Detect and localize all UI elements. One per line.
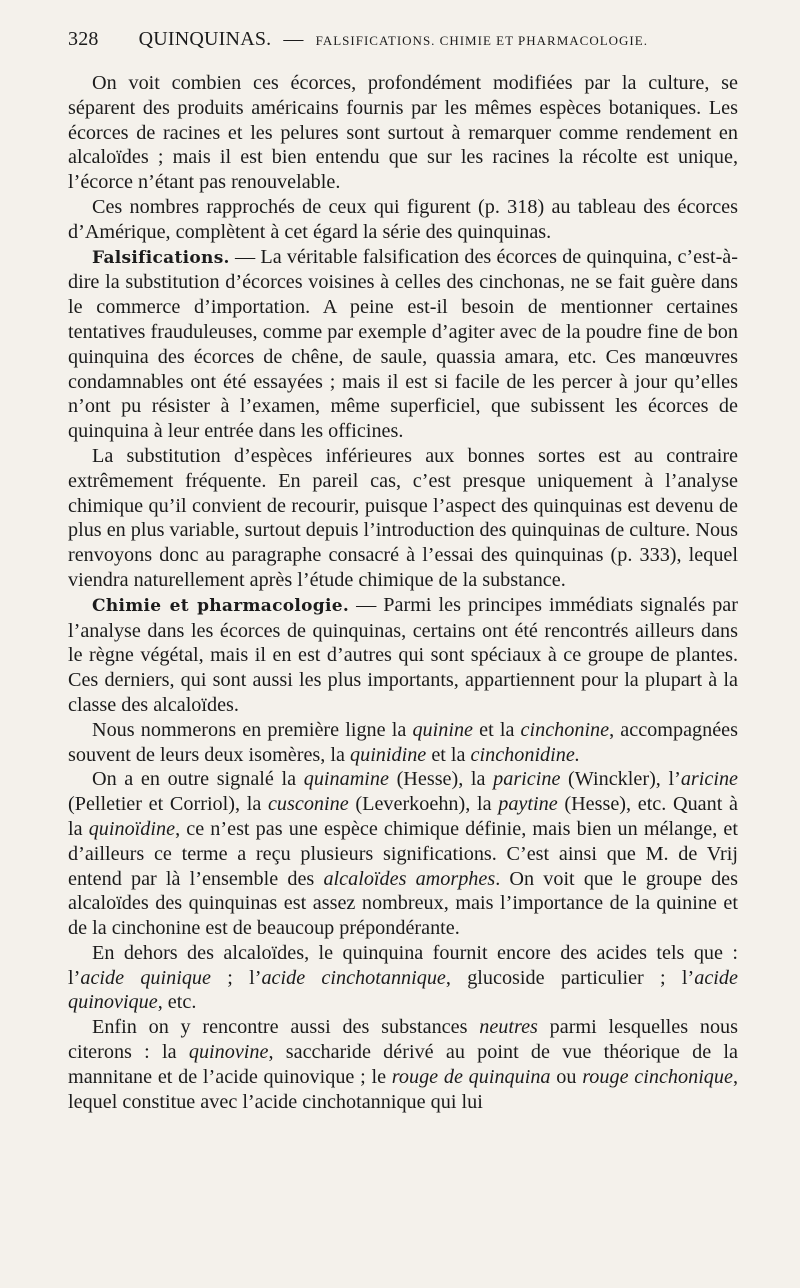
italic-term: quinamine — [303, 768, 389, 791]
italic-term: aricine — [680, 768, 738, 791]
text-run: et la — [473, 718, 521, 741]
italic-term: alcaloïdes amorphes — [323, 867, 496, 890]
paragraph-p1 — [68, 71, 738, 195]
paragraph-p8 — [68, 941, 738, 1015]
italic-term: cinchonidine. — [470, 743, 580, 766]
text-run: (Hesse), la — [388, 768, 494, 791]
running-subtitle: FALSIFICATIONS. CHIMIE ET PHARMACOLOGIE. — [315, 33, 648, 48]
text-run: Nous nommerons en première ligne la — [92, 718, 413, 741]
running-header — [68, 28, 738, 51]
section-heading: Falsifications. — [92, 247, 230, 268]
italic-term: paytine — [498, 793, 558, 816]
italic-term: neutres — [479, 1016, 538, 1039]
text-run: En dehors des alcaloïdes, le quinquina fournit encore des acides tels que : l’ — [68, 941, 738, 989]
text-run: (Hesse), etc. Quant à la — [68, 793, 738, 840]
italic-term: quinovine — [188, 1041, 269, 1064]
paragraph-p5 — [68, 593, 738, 718]
italic-term: rouge cinchonique — [582, 1065, 733, 1088]
body-text — [68, 71, 738, 1114]
italic-term: quinoïdine — [88, 817, 176, 840]
italic-term: quinidine — [350, 743, 427, 766]
text-run: , accompagnées souvent de leurs deux isomères, la — [68, 718, 738, 766]
text-run: parmi lesquelles nous citerons : la — [68, 1016, 738, 1064]
italic-term: paricine — [493, 768, 561, 791]
text-run: La substitution d’espèces inférieures aux bonnes sortes est au contraire extrêmement fréquente. En pareil cas, c’est presque uniquement à l’analyse chimique qu’il convient de recourir, puisque l’aspect des quinquinas est devenu de plus en plus variable, surtout depuis l’introduction des quinquinas de culture. Nous renvoyons donc au paragraphe consacré à l’essai des quinquinas (p. 333), lequel viendra naturellement après l’étude chimique de la substance. — [68, 444, 739, 591]
paragraph-p3 — [68, 245, 738, 444]
italic-term: acide quinique — [80, 966, 211, 989]
header-dash: — — [283, 28, 304, 50]
text-run: ; l’ — [210, 966, 262, 989]
paragraph-p2 — [68, 195, 738, 245]
paragraph-p7 — [68, 767, 738, 941]
paragraph-p4 — [68, 444, 738, 593]
text-run: Enfin on y rencontre aussi des substances — [92, 1016, 480, 1039]
text-run: (Winckler), l’ — [560, 768, 681, 791]
text-run: , etc. — [157, 991, 197, 1014]
text-run: (Pelletier et Corriol), la — [68, 793, 268, 816]
text-run: , ce n’est pas une espèce chimique définie, mais bien un mélange, et d’ailleurs ce terme a reçu plusieurs significations. C’est ainsi que M. de Vrij entend par là l’ensemble des — [68, 817, 738, 890]
text-run: , lequel constitue avec l’acide cinchotannique qui lui — [68, 1065, 738, 1113]
running-title: QUINQUINAS. — [138, 28, 272, 50]
page-number: 328 — [68, 28, 99, 50]
italic-term: acide quinovique — [68, 966, 738, 1014]
italic-term: quinine — [412, 718, 474, 741]
paragraph-p6 — [68, 718, 738, 768]
italic-term: cinchonine — [520, 718, 610, 741]
paragraph-p9 — [68, 1015, 738, 1114]
text-run: , glucoside particulier ; l’ — [445, 966, 695, 989]
section-heading: Chimie et pharmacologie. — [92, 595, 350, 616]
text-run: (Leverkoehn), la — [348, 793, 499, 816]
text-run: ou — [550, 1065, 583, 1088]
text-run: — Parmi les principes immédiats signalés par l’analyse dans les écorces de quinquinas, certains ont été rencontrés ailleurs dans le règne végétal, mais il en est d’autres qui sont spéciaux à ce groupe de plantes. Ces derniers, qui sont aussi les plus importants, appartiennent pour la plupart à la classe des alcaloïdes. — [68, 593, 738, 716]
text-run: et la — [426, 743, 471, 766]
italic-term: acide cinchotannique — [261, 966, 446, 989]
text-run: . On voit que le groupe des alcaloïdes des quinquinas est assez nombreux, mais l’importance de la quinine et de la cinchonine est de beaucoup prépondérante. — [68, 867, 738, 940]
text-run: On a en outre signalé la — [92, 768, 304, 791]
italic-term: rouge de quinquina — [391, 1065, 551, 1088]
text-run: , saccharide dérivé au point de vue théorique de la mannitane et de l’acide quinovique ; le — [68, 1041, 738, 1088]
italic-term: cusconine — [267, 793, 349, 816]
text-run: Ces nombres rapprochés de ceux qui figurent (p. 318) au tableau des écorces d’Amérique, complètent à cet égard la série des quinquinas. — [68, 195, 738, 243]
text-run: On voit combien ces écorces, profondément modifiées par la culture, se séparent des produits américains fournis par les mêmes espèces botaniques. Les écorces de racines et les pelures sont surtout à remarquer comme rendement en alcaloïdes ; mais il est bien entendu que sur les racines la récolte est unique, l’écorce n’étant pas renouvelable. — [68, 72, 738, 194]
text-run: — La véritable falsification des écorces de quinquina, c’est-à-dire la substitution d’écorces voisines à celles des cinchonas, ne se fait guère dans le commerce d’importation. A peine est-il besoin de mentionner certaines tentatives frauduleuses, comme par exemple d’agiter avec de la poudre fine de bon quinquina des écorces de chêne, de saule, quassia amara, etc. Ces manœuvres condamnables ont été essayées ; mais il est si facile de les percer à jour qu’elles n’ont pu résister à l’examen, même superficiel, que subissent les écorces de quinquina à leur entrée dans les officines. — [68, 245, 738, 443]
